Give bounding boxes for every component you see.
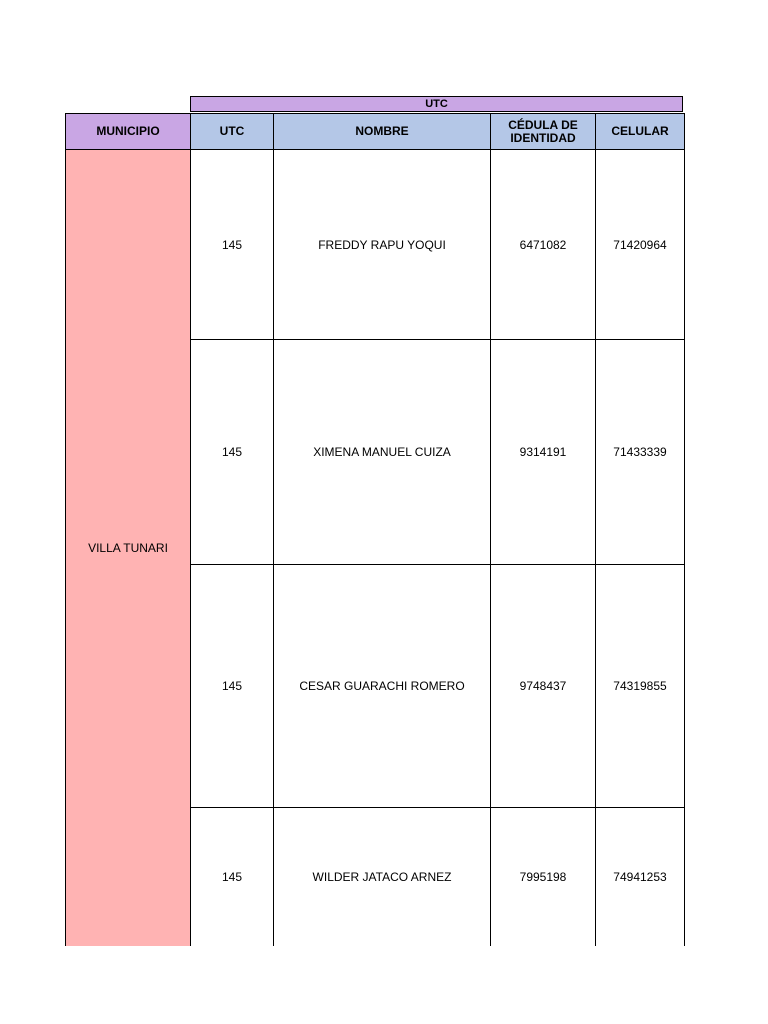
header-municipio: MUNICIPIO	[66, 114, 191, 150]
cell-cedula: 7995198	[491, 808, 596, 946]
cell-cedula: 9748437	[491, 565, 596, 808]
table-row	[66, 150, 685, 340]
cell-utc: 145	[191, 340, 274, 565]
cell-nombre: XIMENA MANUEL CUIZA	[274, 340, 491, 565]
cell-celular: 74319855	[596, 565, 685, 808]
cell-nombre: FREDDY RAPU YOQUI	[274, 150, 491, 340]
table-header-row	[66, 114, 685, 150]
cell-nombre: WILDER JATACO ARNEZ	[274, 808, 491, 946]
utc-group-header: UTC	[190, 96, 683, 112]
cell-utc: 145	[191, 150, 274, 340]
cell-utc: 145	[191, 565, 274, 808]
cell-celular: 74941253	[596, 808, 685, 946]
personnel-table	[65, 113, 685, 946]
cell-cedula: 9314191	[491, 340, 596, 565]
header-nombre: NOMBRE	[274, 114, 491, 150]
cell-cedula: 6471082	[491, 150, 596, 340]
cell-nombre: CESAR GUARACHI ROMERO	[274, 565, 491, 808]
cell-celular: 71420964	[596, 150, 685, 340]
header-utc: UTC	[191, 114, 274, 150]
cell-utc: 145	[191, 808, 274, 946]
header-cedula	[491, 114, 596, 150]
header-cedula-label: CÉDULA DE IDENTIDAD	[508, 117, 578, 145]
cell-celular: 71433339	[596, 340, 685, 565]
header-celular: CELULAR	[596, 114, 685, 150]
municipio-cell: VILLA TUNARI	[66, 150, 191, 946]
